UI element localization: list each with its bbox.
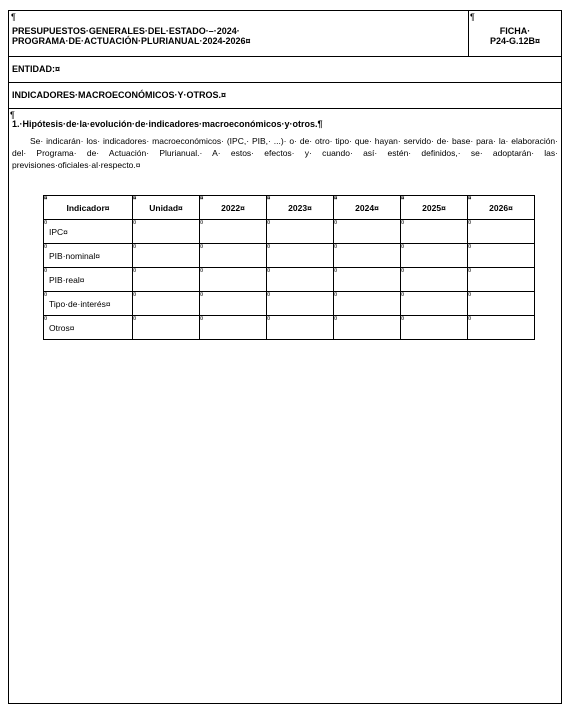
- cell-marker: ¤: [401, 316, 405, 322]
- cell-marker: ¤: [133, 268, 137, 274]
- value-cell[interactable]: [133, 220, 200, 244]
- cell-marker: ¤: [133, 196, 137, 202]
- body-area: [9, 108, 561, 703]
- value-cell[interactable]: [334, 244, 401, 268]
- value-cell[interactable]: [267, 220, 334, 244]
- indicadores-row: [9, 82, 561, 109]
- header-2022: [200, 196, 267, 220]
- value-cell[interactable]: [468, 316, 535, 340]
- cell-marker: ¤: [200, 244, 204, 250]
- value-cell[interactable]: [200, 268, 267, 292]
- title-line-1: PRESUPUESTOS·GENERALES·DEL·ESTADO·–·2024·: [12, 26, 240, 36]
- value-cell[interactable]: [133, 244, 200, 268]
- value-cell[interactable]: [334, 292, 401, 316]
- header-label: 2024¤: [355, 202, 379, 213]
- cell-marker: ¤: [200, 220, 204, 226]
- ficha-cell: [468, 11, 561, 56]
- cell-marker: ¤: [401, 244, 405, 250]
- value-cell[interactable]: [267, 292, 334, 316]
- value-cell[interactable]: [200, 220, 267, 244]
- cell-marker: ¤: [133, 244, 137, 250]
- cell-marker: ¤: [334, 292, 338, 298]
- document-title: [12, 26, 251, 46]
- table-body: [44, 220, 535, 340]
- cell-marker: ¤: [267, 292, 271, 298]
- value-cell[interactable]: [133, 316, 200, 340]
- cell-marker: ¤: [468, 316, 472, 322]
- value-cell[interactable]: [334, 220, 401, 244]
- form-frame: [8, 10, 562, 704]
- header-label: Indicador¤: [66, 202, 110, 213]
- value-cell[interactable]: [334, 316, 401, 340]
- table-row: [44, 292, 535, 316]
- value-cell[interactable]: [133, 268, 200, 292]
- header-2023: [267, 196, 334, 220]
- cell-marker: ¤: [44, 220, 48, 226]
- value-cell[interactable]: [468, 268, 535, 292]
- indicator-cell: [44, 220, 133, 244]
- value-cell[interactable]: [200, 316, 267, 340]
- cell-marker: ¤: [401, 292, 405, 298]
- header-2024: [334, 196, 401, 220]
- table-header-row: [44, 196, 535, 220]
- cell-marker: ¤: [44, 196, 48, 202]
- cell-marker: ¤: [200, 268, 204, 274]
- entidad-row[interactable]: [9, 56, 561, 83]
- value-cell[interactable]: [200, 244, 267, 268]
- cell-marker: ¤: [468, 244, 472, 250]
- value-cell[interactable]: [267, 244, 334, 268]
- header-row: [9, 11, 561, 57]
- value-cell[interactable]: [401, 268, 468, 292]
- cell-marker: ¤: [401, 268, 405, 274]
- cell-marker: ¤: [267, 196, 271, 202]
- value-cell[interactable]: [267, 316, 334, 340]
- value-cell[interactable]: [468, 220, 535, 244]
- cell-marker: ¤: [334, 220, 338, 226]
- indicator-cell: [44, 268, 133, 292]
- value-cell[interactable]: [401, 292, 468, 316]
- ficha-pilcrow: ¶: [470, 12, 475, 22]
- table-row: [44, 244, 535, 268]
- value-cell[interactable]: [468, 292, 535, 316]
- indicator-cell: [44, 292, 133, 316]
- header-pilcrow: ¶: [11, 12, 16, 22]
- header-indicador: [44, 196, 133, 220]
- value-cell[interactable]: [401, 316, 468, 340]
- indicadores-label: INDICADORES·MACROECONÓMICOS·Y·OTROS.¤: [12, 90, 227, 100]
- header-unidad: [133, 196, 200, 220]
- cell-marker: ¤: [44, 268, 48, 274]
- body-pilcrow: ¶: [10, 110, 15, 120]
- value-cell[interactable]: [468, 244, 535, 268]
- indicator-label: PIB·real¤: [49, 274, 85, 285]
- value-cell[interactable]: [133, 292, 200, 316]
- value-cell[interactable]: [267, 268, 334, 292]
- cell-marker: ¤: [468, 268, 472, 274]
- header-label: 2026¤: [489, 202, 513, 213]
- cell-marker: ¤: [468, 196, 472, 202]
- header-label: 2023¤: [288, 202, 312, 213]
- cell-marker: ¤: [267, 316, 271, 322]
- cell-marker: ¤: [267, 220, 271, 226]
- cell-marker: ¤: [267, 244, 271, 250]
- value-cell[interactable]: [401, 244, 468, 268]
- cell-marker: ¤: [334, 196, 338, 202]
- header-label: Unidad¤: [149, 202, 183, 213]
- header-2025: [401, 196, 468, 220]
- title-line-2: PROGRAMA·DE·ACTUACIÓN·PLURIANUAL·2024-2026¤: [12, 36, 251, 46]
- cell-marker: ¤: [133, 292, 137, 298]
- indicator-label: Otros¤: [49, 322, 75, 333]
- indicator-label: IPC¤: [49, 226, 68, 237]
- indicator-cell: [44, 244, 133, 268]
- ficha-line-2: P24-G.12B¤: [489, 36, 541, 46]
- cell-marker: ¤: [468, 220, 472, 226]
- table-row: [44, 268, 535, 292]
- table-row: [44, 220, 535, 244]
- cell-marker: ¤: [334, 316, 338, 322]
- cell-marker: ¤: [401, 196, 405, 202]
- cell-marker: ¤: [401, 220, 405, 226]
- cell-marker: ¤: [200, 316, 204, 322]
- cell-marker: ¤: [44, 244, 48, 250]
- section-heading: 1.·Hipótesis·de·la·evolución·de·indicadores·macroeconómicos·y·otros.¶: [12, 119, 323, 129]
- value-cell[interactable]: [401, 220, 468, 244]
- cell-marker: ¤: [334, 244, 338, 250]
- cell-marker: ¤: [200, 196, 204, 202]
- ficha-code: [469, 26, 561, 46]
- entidad-label: ENTIDAD:¤: [12, 64, 61, 74]
- cell-marker: ¤: [468, 292, 472, 298]
- header-2026: [468, 196, 535, 220]
- header-label: 2022¤: [221, 202, 245, 213]
- table-row: [44, 316, 535, 340]
- indicators-table: [43, 195, 535, 340]
- header-label: 2025¤: [422, 202, 446, 213]
- instructions-paragraph: Se· indicarán· los· indicadores· macroeconómicos· (IPC,· PIB,· ...)· o· de· otro· tipo· que· hayan· servido· de· base· para· la· elaboración· del· Programa· de· Actuación· Plurianual.· A· estos· efectos· y· cuando· así· estén· definidos,· se· adoptarán· las· previsiones·oficiales·al·respecto.¤: [12, 136, 558, 170]
- cell-marker: ¤: [267, 268, 271, 274]
- cell-marker: ¤: [44, 316, 48, 322]
- indicator-cell: [44, 316, 133, 340]
- indicator-label: PIB·nominal¤: [49, 250, 101, 261]
- cell-marker: ¤: [133, 316, 137, 322]
- indicator-label: Tipo·de·interés¤: [49, 298, 111, 309]
- cell-marker: ¤: [44, 292, 48, 298]
- ficha-line-1: FICHA·: [499, 26, 531, 36]
- cell-marker: ¤: [133, 220, 137, 226]
- cell-marker: ¤: [200, 292, 204, 298]
- cell-marker: ¤: [334, 268, 338, 274]
- value-cell[interactable]: [334, 268, 401, 292]
- value-cell[interactable]: [200, 292, 267, 316]
